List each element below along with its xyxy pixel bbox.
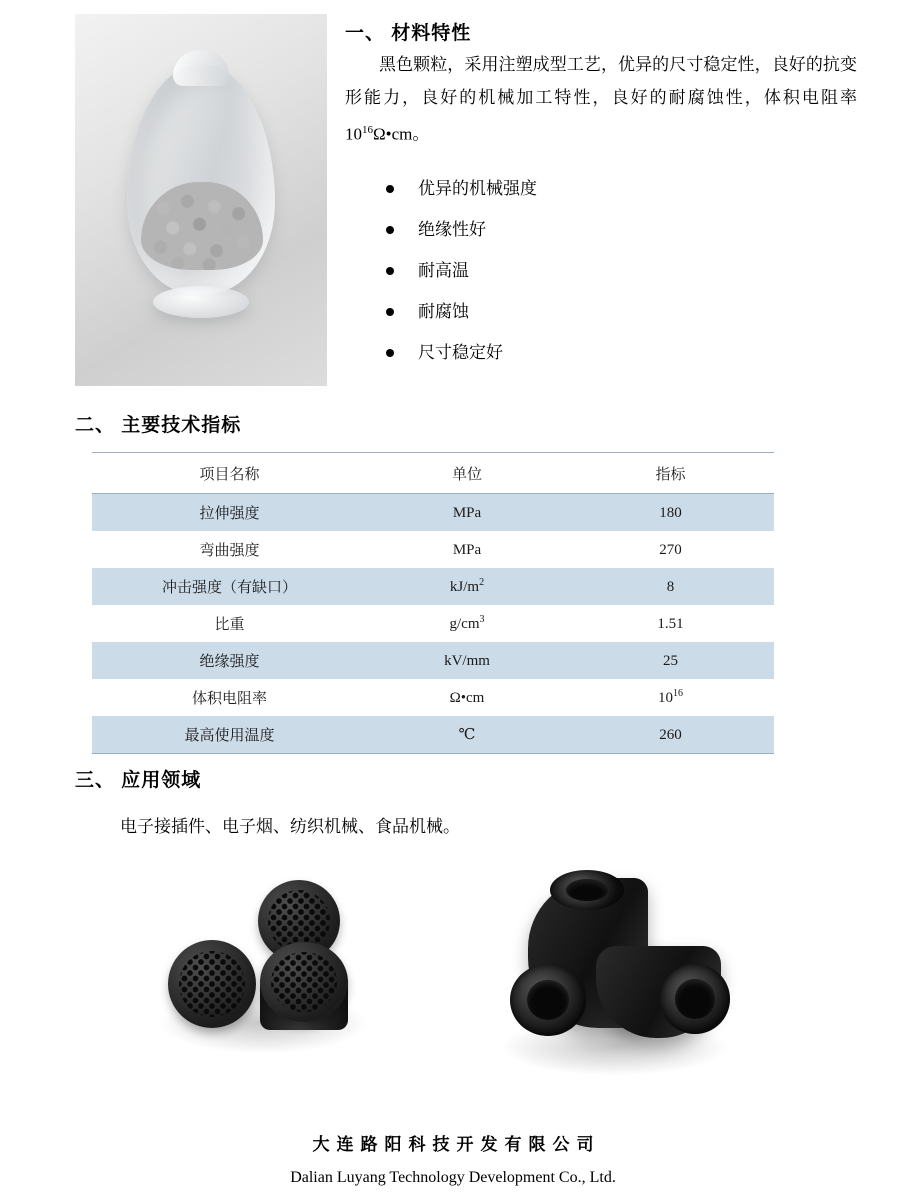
cell-value-text: 25 [663, 653, 678, 669]
list-item: 绝缘性好 [378, 209, 537, 250]
cell-item-name: 弯曲强度 [199, 543, 260, 559]
cell-value-text: 260 [659, 727, 682, 743]
material-properties-paragraph [345, 48, 857, 151]
vase-base-shape [153, 286, 249, 318]
cell-value [567, 568, 774, 605]
cell-value-text: 180 [659, 505, 682, 521]
elbow-port-bore [527, 980, 570, 1020]
cell-value-text: 1.51 [657, 616, 684, 632]
disc-hole-pattern [179, 951, 246, 1018]
cell-value [567, 531, 774, 568]
elbow-port-bore [675, 979, 714, 1018]
paragraph-text-prefix: 黑色颗粒，采用注塑成型工艺，优异的尺寸稳定性，良好的抗变形能力，良好的机械加工特性，良好的耐腐蚀性，体积电阻率10 [345, 55, 857, 144]
cell-value [567, 642, 774, 679]
cell-unit [367, 531, 567, 568]
cell-unit-text: g/cm [449, 616, 480, 632]
cell-value [567, 716, 774, 754]
cell-value [567, 605, 774, 642]
cell-item-name: 比重 [214, 617, 245, 633]
cell-unit [367, 679, 567, 716]
cell-item-name: 体积电阻率 [191, 691, 267, 707]
list-item: 尺寸稳定好 [378, 332, 537, 373]
cell-item-name: 最高使用温度 [92, 716, 367, 754]
cell-unit-text: kJ/m [449, 579, 480, 595]
page-footer [0, 1130, 906, 1187]
table-body [92, 494, 774, 754]
cell-unit-text: kV/mm [444, 653, 490, 669]
material-properties-bullet-list [378, 168, 537, 373]
cell-unit [367, 716, 567, 754]
cell-unit-text: Ω•cm [449, 690, 485, 706]
cell-unit-text: ℃ [458, 727, 476, 743]
disc-hole-pattern [271, 952, 338, 1013]
table-row [92, 494, 774, 532]
cell-unit [367, 494, 567, 532]
cell-unit [367, 605, 567, 642]
technical-specifications-table [92, 452, 774, 754]
application-fields-text: 电子接插件、电子烟、纺织机械、食品机械。 [120, 817, 460, 836]
cell-value [567, 494, 774, 532]
table-header [92, 453, 774, 494]
column-header-unit: 单位 [367, 453, 567, 494]
technical-specifications-table-wrapper [92, 452, 774, 754]
table-row [92, 531, 774, 568]
table-row [92, 568, 774, 605]
cell-unit-text: MPa [452, 505, 482, 521]
section-one-title: 一、 材料特性 [345, 23, 472, 44]
paragraph-exponent: 16 [362, 124, 373, 136]
elbow-port-bore [566, 879, 607, 901]
disc-left [168, 940, 256, 1028]
table-row [92, 716, 774, 754]
vase-neck-shape [173, 50, 229, 86]
elbow-port-right [660, 964, 730, 1034]
cell-unit [367, 642, 567, 679]
table-row [92, 642, 774, 679]
list-item: 耐高温 [378, 250, 537, 291]
cell-value-text: 270 [659, 542, 682, 558]
black-elbow-fitting-photo [500, 868, 730, 1084]
company-name-cn: 大连路阳科技开发有限公司 [312, 1135, 601, 1154]
cell-unit [367, 568, 567, 605]
cell-value-text: 10 [658, 690, 673, 706]
elbow-port-left [510, 964, 586, 1036]
column-header-item-name: 项目名称 [92, 453, 367, 494]
cell-value [567, 679, 774, 716]
cell-value-text: 8 [666, 579, 675, 595]
section-two-title: 二、 主要技术指标 [75, 415, 242, 436]
table-row [92, 605, 774, 642]
list-item: 优异的机械强度 [378, 168, 537, 209]
table-row [92, 679, 774, 716]
cell-item-name: 绝缘强度 [92, 642, 367, 679]
cell-unit-text: MPa [452, 542, 482, 558]
perforated-discs-photo [148, 872, 378, 1072]
column-header-index: 指标 [567, 453, 774, 494]
paragraph-text-suffix: Ω•cm。 [373, 124, 430, 144]
disc-bottom-right [260, 942, 348, 1022]
cell-unit-sup: 2 [479, 577, 485, 588]
cell-item-name: 拉伸强度 [92, 494, 367, 532]
list-item: 耐腐蚀 [378, 291, 537, 332]
elbow-port-top [550, 870, 624, 910]
cell-value-sup: 16 [673, 688, 683, 699]
table-header-row [92, 453, 774, 494]
section-three-title: 三、 应用领域 [75, 770, 202, 791]
company-name-en: Dalian Luyang Technology Development Co., Ltd. [290, 1169, 616, 1186]
cell-unit-sup: 3 [479, 614, 485, 625]
cell-item-name: 冲击强度（有缺口） [92, 568, 367, 605]
black-pellets-in-glass-vase-photo [75, 14, 327, 386]
